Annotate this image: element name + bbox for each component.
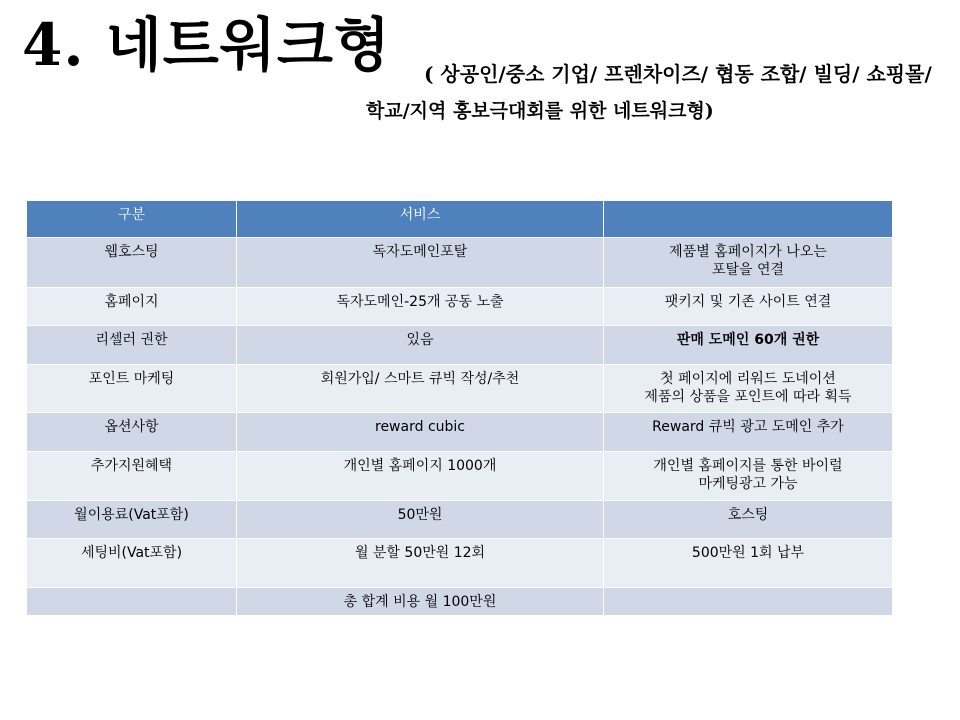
cell-category: 웹호스팅 bbox=[27, 238, 237, 288]
page-subtitle-line1: ( 상공인/중소 기업/ 프렌차이즈/ 협동 조합/ 빌딩/ 쇼핑몰/ bbox=[424, 62, 932, 86]
cell-detail: 첫 페이지에 리워드 도네이션 제품의 상품을 포인트에 따라 획득 bbox=[604, 365, 893, 413]
cell-category bbox=[27, 588, 237, 616]
cell-detail: 팻키지 및 기존 사이트 연결 bbox=[604, 288, 893, 326]
cell-service: 독자도메인-25개 공동 노출 bbox=[237, 288, 604, 326]
cell-service: 독자도메인포탈 bbox=[237, 238, 604, 288]
cell-category: 리셀러 권한 bbox=[27, 326, 237, 365]
cell-category: 월이용료(Vat포함) bbox=[27, 501, 237, 539]
cell-detail: 판매 도메인 60개 권한 bbox=[604, 326, 893, 365]
cell-category: 세팅비(Vat포함) bbox=[27, 539, 237, 588]
table-row bbox=[27, 288, 893, 326]
cell-detail bbox=[604, 588, 893, 616]
cell-total: 총 합계 비용 월 100만원 bbox=[237, 588, 604, 616]
page-subtitle-line2: 학교/지역 홍보극대회를 위한 네트워크형) bbox=[366, 100, 714, 122]
table-row bbox=[27, 326, 893, 365]
table-row bbox=[27, 365, 893, 413]
table-row bbox=[27, 539, 893, 588]
cell-category: 홈페이지 bbox=[27, 288, 237, 326]
cell-service: 개인별 홈페이지 1000개 bbox=[237, 452, 604, 501]
cell-detail: 제품별 홈페이지가 나오는 포탈을 연결 bbox=[604, 238, 893, 288]
service-table bbox=[26, 200, 893, 616]
cell-detail: 개인별 홈페이지를 통한 바이럴 마케팅광고 가능 bbox=[604, 452, 893, 501]
table-row bbox=[27, 238, 893, 288]
table-header-row bbox=[27, 201, 893, 238]
table-row bbox=[27, 413, 893, 452]
cell-detail: 500만원 1회 납부 bbox=[604, 539, 893, 588]
cell-detail: 호스팅 bbox=[604, 501, 893, 539]
cell-category: 옵션사항 bbox=[27, 413, 237, 452]
page-title: 4. 네트워크형 bbox=[22, 11, 391, 79]
table-row bbox=[27, 588, 893, 616]
cell-category: 포인트 마케팅 bbox=[27, 365, 237, 413]
header-category: 구분 bbox=[27, 201, 237, 238]
cell-service: 50만원 bbox=[237, 501, 604, 539]
header-detail bbox=[604, 201, 893, 238]
header-service: 서비스 bbox=[237, 201, 604, 238]
cell-service: reward cubic bbox=[237, 413, 604, 452]
cell-category: 추가지원혜택 bbox=[27, 452, 237, 501]
cell-service: 회원가입/ 스마트 큐빅 작성/추천 bbox=[237, 365, 604, 413]
table-row bbox=[27, 501, 893, 539]
cell-detail: Reward 큐빅 광고 도메인 추가 bbox=[604, 413, 893, 452]
cell-service: 월 분할 50만원 12회 bbox=[237, 539, 604, 588]
table-row bbox=[27, 452, 893, 501]
cell-service: 있음 bbox=[237, 326, 604, 365]
